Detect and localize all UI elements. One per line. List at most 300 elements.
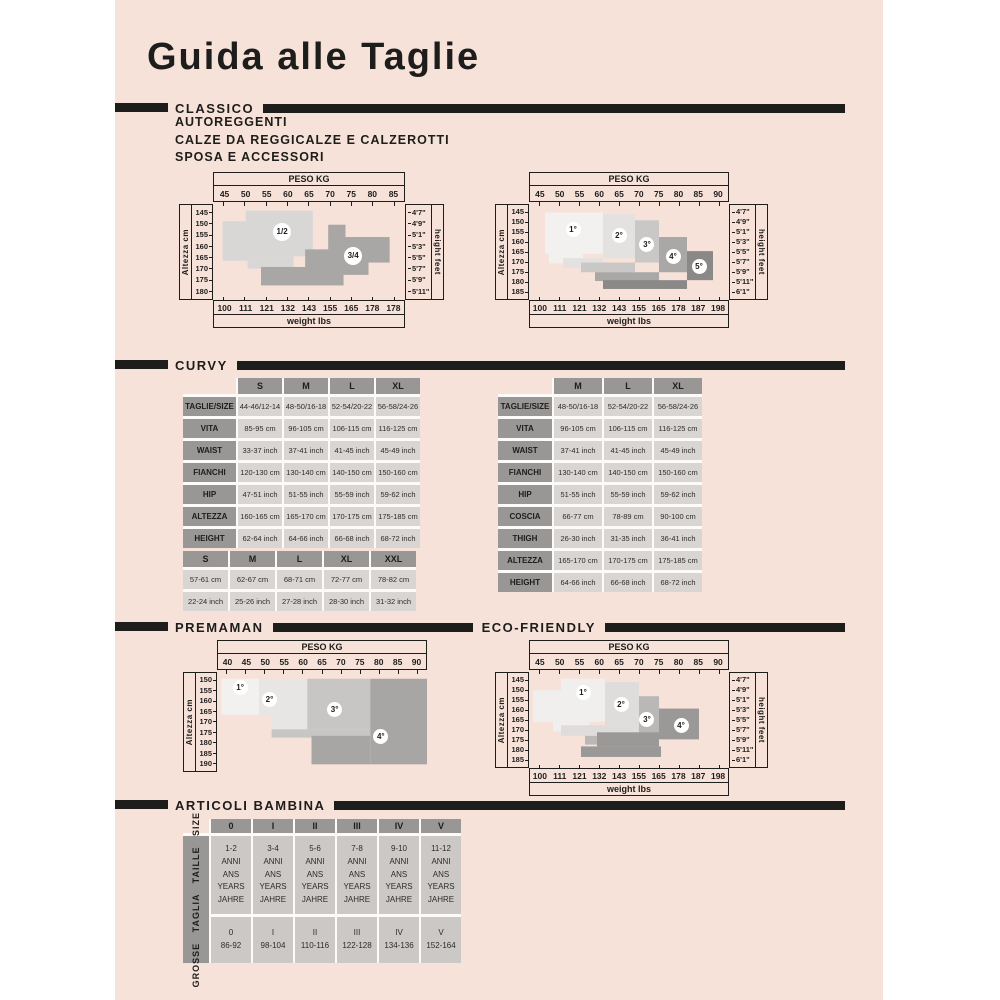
age-value: 7-8 <box>351 844 363 853</box>
row-label: THIGH <box>498 529 552 548</box>
peso-kg-title: PESO KG <box>529 640 729 654</box>
age-cell <box>421 836 461 914</box>
lbs-tick-label: 165 <box>651 770 666 781</box>
altezza-axis-label: Altezza cm <box>181 228 190 276</box>
tick-dash <box>525 282 528 283</box>
table-cell: 68-71 cm <box>277 570 322 589</box>
section-label-eco: ECO-FRIENDLY <box>481 619 596 635</box>
kg-tick-label: 45 <box>219 188 230 199</box>
tick-mark <box>719 202 720 206</box>
size-cell <box>211 917 251 963</box>
tick-dash <box>732 222 735 223</box>
kg-tick-label: 75 <box>355 656 365 667</box>
lbs-tick-label: 121 <box>572 770 587 781</box>
lbs-tick-label: 100 <box>532 770 547 781</box>
size-line: 86-92 <box>220 941 242 950</box>
feet-tick-label: 5'9" <box>408 275 431 286</box>
tick-dash <box>525 750 528 751</box>
table-cell: 57-61 cm <box>183 570 228 589</box>
column-header: III <box>337 819 377 833</box>
table-cell: 66-68 inch <box>604 573 652 592</box>
subline-autoreggenti: AUTOREGGENTI <box>175 115 288 129</box>
kg-tick-label: 60 <box>283 188 293 199</box>
age-unit-line: JAHRE <box>217 895 245 905</box>
lbs-tick-label: 155 <box>323 302 338 313</box>
age-unit-line: JAHRE <box>343 895 371 905</box>
size-region-plot <box>529 676 729 764</box>
cm-tick-label: 145 <box>508 675 528 685</box>
lbs-tick-label: 165 <box>651 302 666 313</box>
table-cell: 41-45 inch <box>330 441 374 460</box>
kg-tick-label: 55 <box>279 656 289 667</box>
table-cell: 28-30 inch <box>324 592 369 611</box>
cm-tick-label: 150 <box>192 218 212 229</box>
cm-tick-label: 180 <box>192 286 212 297</box>
table-cell: 52-54/20-22 <box>330 397 374 416</box>
age-cell <box>379 836 419 914</box>
tick-dash <box>209 257 212 258</box>
size-region-badge: 1° <box>233 680 248 695</box>
left-axis <box>179 204 213 300</box>
lbs-tick-label: 143 <box>611 302 627 313</box>
column-header: M <box>284 378 328 394</box>
tick-dash <box>732 760 735 761</box>
table-cell: 33-37 inch <box>238 441 282 460</box>
table-cell: 37-41 inch <box>554 441 602 460</box>
table-cell: 62-64 inch <box>238 529 282 548</box>
column-header: L <box>277 551 322 567</box>
age-unit-line: ANNI <box>305 856 325 866</box>
cm-tick-label: 145 <box>508 207 528 217</box>
kg-tick-label: 70 <box>634 656 644 667</box>
lbs-tick-label: 100 <box>532 302 547 313</box>
kg-tick-label: 75 <box>653 188 664 199</box>
feet-tick-label: 5'11" <box>732 277 755 287</box>
size-line: IV <box>395 928 403 938</box>
tick-dash <box>732 730 735 731</box>
row-label: HEIGHT <box>498 573 552 592</box>
age-unit-line: ANS <box>390 869 408 879</box>
cm-tick-label: 185 <box>508 287 528 297</box>
lbs-tick-label: 165 <box>344 302 359 313</box>
column-header: M <box>554 378 602 394</box>
row-label: FIANCHI <box>498 463 552 482</box>
size-region-plot <box>217 676 427 768</box>
tick-dash <box>209 291 212 292</box>
chart-center <box>217 640 427 768</box>
table-cell: 45-49 inch <box>376 441 420 460</box>
lbs-tick-label: 143 <box>611 770 627 781</box>
tick-mark <box>639 670 640 674</box>
tick-dash <box>525 760 528 761</box>
tick-mark <box>619 670 620 674</box>
tick-dash <box>525 710 528 711</box>
tick-dash <box>213 742 216 743</box>
age-unit-line: YEARS <box>301 882 329 892</box>
table-cell: 140-150 cm <box>604 463 652 482</box>
size-region <box>223 211 313 269</box>
table-cell: 47-51 inch <box>238 485 282 504</box>
lbs-tick-label: 121 <box>572 302 587 313</box>
bar-premaman <box>273 623 473 632</box>
feet-tick-label: 4'7" <box>732 675 755 685</box>
kg-tick-label: 50 <box>554 188 565 199</box>
feet-tick-label: 5'5" <box>732 247 755 257</box>
size-region-plot <box>529 208 729 296</box>
table-cell: 64-66 inch <box>554 573 602 592</box>
lbs-tick-label: 198 <box>710 770 726 781</box>
table-cell: 55-59 inch <box>604 485 652 504</box>
table-cell: 68-72 inch <box>376 529 420 548</box>
table-cell: 170-175 cm <box>604 551 652 570</box>
section-header-curvy <box>175 356 845 374</box>
table-cell: 45-49 inch <box>654 441 702 460</box>
tick-dash <box>213 721 216 722</box>
size-line: 110-116 <box>300 941 330 950</box>
table-cell: 66-68 inch <box>330 529 374 548</box>
size-region-badge: 1° <box>576 685 591 700</box>
chart-center <box>529 640 729 796</box>
section-label-bambina: ARTICOLI BAMBINA <box>175 797 326 813</box>
column-header: L <box>604 378 652 394</box>
lbs-tick-label: 178 <box>671 770 686 781</box>
size-region-badge: 2° <box>262 692 277 707</box>
table-cell: 130-140 cm <box>554 463 602 482</box>
table-cell: 48-50/16-18 <box>284 397 328 416</box>
right-axis <box>729 672 768 768</box>
tick-dash <box>732 680 735 681</box>
feet-tick-label: 6'1" <box>732 755 755 765</box>
cm-tick-label: 165 <box>192 252 212 263</box>
table-cell: 120-130 cm <box>238 463 282 482</box>
age-unit-line: ANNI <box>389 856 409 866</box>
age-value: 3-4 <box>267 844 279 853</box>
tick-dash <box>525 680 528 681</box>
table-cell: 64-66 inch <box>284 529 328 548</box>
table-cell: 150-160 cm <box>654 463 702 482</box>
height-feet-axis-label: height feet <box>757 697 766 743</box>
chart-classico-12-34 <box>179 172 444 328</box>
lbs-tick-label: 100 <box>217 302 232 313</box>
size-region-badge: 1° <box>566 222 581 237</box>
tick-dash <box>408 291 411 292</box>
size-region-badge: 5° <box>692 259 707 274</box>
feet-tick-label: 5'9" <box>732 267 755 277</box>
lbs-tick-label: 155 <box>631 770 646 781</box>
bar-stub-bambina <box>115 800 168 809</box>
table-cell: 59-62 inch <box>376 485 420 504</box>
kg-tick-label: 75 <box>346 188 356 199</box>
tick-dash <box>732 282 735 283</box>
kg-tick-label: 85 <box>693 656 703 667</box>
tick-dash <box>209 268 212 269</box>
tick-dash <box>408 280 411 281</box>
column-header: I <box>253 819 293 833</box>
age-value: 1-2 <box>225 844 237 853</box>
lbs-tick-label: 111 <box>553 302 567 313</box>
column-header: XL <box>324 551 369 567</box>
section-label-curvy: CURVY <box>175 357 228 373</box>
kg-tick-label: 40 <box>222 656 233 667</box>
size-cell <box>337 917 377 963</box>
tick-dash <box>732 740 735 741</box>
table-cell: 165-170 cm <box>284 507 328 526</box>
tick-mark <box>579 670 580 674</box>
tick-dash <box>213 732 216 733</box>
table-cell: 140-150 cm <box>330 463 374 482</box>
age-unit-line: ANNI <box>221 856 241 866</box>
feet-tick-label: 4'7" <box>732 207 755 217</box>
tick-mark <box>226 670 227 674</box>
lbs-labels-row <box>529 768 729 783</box>
cm-tick-label: 175 <box>508 735 528 745</box>
tick-mark <box>679 670 680 674</box>
size-region-badge: 4° <box>666 249 681 264</box>
age-cell <box>211 836 251 914</box>
table-cell: 59-62 inch <box>654 485 702 504</box>
cm-tick-label: 170 <box>508 725 528 735</box>
tick-mark <box>308 202 309 206</box>
size-guide-panel <box>115 0 883 1000</box>
bar-bambina <box>334 801 845 810</box>
age-unit-line: ANS <box>432 869 450 879</box>
cm-tick-label: 150 <box>508 217 528 227</box>
tick-dash <box>732 710 735 711</box>
age-unit-line: YEARS <box>259 882 287 892</box>
table-cell: 31-32 inch <box>371 592 416 611</box>
kg-tick-label: 45 <box>241 656 252 667</box>
kg-tick-label: 80 <box>673 656 684 667</box>
age-cell <box>295 836 335 914</box>
age-unit-line: ANS <box>348 869 366 879</box>
cm-tick-label: 155 <box>508 227 528 237</box>
altezza-axis-label: Altezza cm <box>497 696 506 744</box>
kg-labels-row <box>529 653 729 670</box>
table-cell: 62-67 cm <box>230 570 275 589</box>
table-cell: 150-160 cm <box>376 463 420 482</box>
cm-tick-label: 190 <box>196 759 216 769</box>
age-unit-line: YEARS <box>343 882 371 892</box>
tick-mark <box>322 670 323 674</box>
tick-dash <box>525 690 528 691</box>
left-axis <box>183 672 217 772</box>
row-label: HEIGHT <box>183 529 236 548</box>
age-unit-line: YEARS <box>427 882 455 892</box>
feet-tick-label: 5'7" <box>732 725 755 735</box>
cm-labels-box <box>191 204 213 300</box>
feet-tick-label: 5'1" <box>732 695 755 705</box>
kg-tick-label: 65 <box>614 656 624 667</box>
size-region-plot <box>213 208 405 296</box>
age-unit-line: ANS <box>222 869 240 879</box>
tick-dash <box>408 223 411 224</box>
lbs-tick-label: 187 <box>691 302 706 313</box>
tick-mark <box>351 202 352 206</box>
tick-dash <box>525 730 528 731</box>
tick-mark <box>699 202 700 206</box>
kg-tick-label: 55 <box>574 188 585 199</box>
table-cell: 72-77 cm <box>324 570 369 589</box>
classico-sublines <box>175 114 450 167</box>
lbs-tick-label: 132 <box>592 770 607 781</box>
table-cell: 56-58/24-26 <box>654 397 702 416</box>
age-unit-line: YEARS <box>217 882 245 892</box>
size-cell <box>253 917 293 963</box>
tick-dash <box>525 720 528 721</box>
kg-tick-label: 85 <box>693 188 703 199</box>
table-cell: 68-72 inch <box>654 573 702 592</box>
tick-mark <box>302 670 303 674</box>
cm-tick-label: 155 <box>508 695 528 705</box>
lbs-tick-label: 132 <box>280 302 295 313</box>
table-corner-spacer <box>183 378 236 394</box>
table-cell: 26-30 inch <box>554 529 602 548</box>
kg-tick-label: 90 <box>411 656 422 667</box>
kg-tick-label: 60 <box>594 656 605 667</box>
tick-mark <box>360 670 361 674</box>
chart-classico-1-5 <box>495 172 768 328</box>
kg-tick-label: 65 <box>304 188 314 199</box>
weight-lbs-title: weight lbs <box>213 314 405 328</box>
tick-mark <box>341 670 342 674</box>
kg-tick-label: 45 <box>535 656 545 667</box>
table-cell: 48-50/16-18 <box>554 397 602 416</box>
size-line: V <box>438 928 444 938</box>
tick-dash <box>209 212 212 213</box>
cm-tick-label: 170 <box>192 263 212 274</box>
cm-tick-label: 155 <box>196 685 216 695</box>
tick-dash <box>732 242 735 243</box>
age-unit-line: ANS <box>264 869 282 879</box>
chart-premaman <box>183 640 427 772</box>
tick-dash <box>525 242 528 243</box>
feet-tick-label: 5'11" <box>408 286 431 297</box>
bar-eco <box>605 623 845 632</box>
bar-classico <box>263 104 845 113</box>
tick-dash <box>732 252 735 253</box>
age-unit-line: YEARS <box>385 882 413 892</box>
cm-labels-box <box>507 204 529 300</box>
tick-mark <box>659 670 660 674</box>
age-unit-line: ANNI <box>431 856 451 866</box>
section-label-premaman: PREMAMAN <box>175 619 264 635</box>
tick-dash <box>525 262 528 263</box>
size-region <box>545 212 603 263</box>
bar-curvy <box>237 361 845 370</box>
kg-tick-label: 85 <box>388 188 399 199</box>
tick-mark <box>599 202 600 206</box>
age-unit-line: JAHRE <box>301 895 329 905</box>
size-region-badge: 3° <box>327 702 342 717</box>
subline-sposa: SPOSA E ACCESSORI <box>175 150 325 164</box>
table-cell: 106-115 cm <box>330 419 374 438</box>
feet-tick-label: 5'7" <box>408 263 431 274</box>
height-feet-axis-label: height feet <box>433 229 442 275</box>
feet-tick-label: 6'1" <box>732 287 755 297</box>
kg-tick-label: 80 <box>367 188 378 199</box>
tick-dash <box>525 252 528 253</box>
cm-tick-label: 165 <box>196 706 216 716</box>
size-line: 98-104 <box>260 941 286 950</box>
row-label: WAIST <box>498 441 552 460</box>
table-cell: 78-82 cm <box>371 570 416 589</box>
table-cell: 36-41 inch <box>654 529 702 548</box>
table-cell: 160-165 cm <box>238 507 282 526</box>
row-label: VITA <box>183 419 236 438</box>
peso-kg-title: PESO KG <box>217 640 427 654</box>
kg-tick-label: 70 <box>325 188 335 199</box>
tick-mark <box>287 202 288 206</box>
feet-tick-label: 5'1" <box>732 227 755 237</box>
feet-tick-label: 4'7" <box>408 207 431 218</box>
table-cell: 51-55 inch <box>554 485 602 504</box>
row-label: WAIST <box>183 441 236 460</box>
tick-dash <box>732 292 735 293</box>
tick-dash <box>732 272 735 273</box>
size-line: I <box>271 928 275 938</box>
height-feet-axis-box <box>431 204 444 300</box>
peso-kg-title: PESO KG <box>213 172 405 186</box>
tick-mark <box>599 670 600 674</box>
lbs-tick-label: 187 <box>691 770 706 781</box>
tick-mark <box>245 670 246 674</box>
kg-tick-label: 70 <box>634 188 644 199</box>
tick-mark <box>559 202 560 206</box>
age-value: 11-12 <box>431 844 451 853</box>
tick-dash <box>525 740 528 741</box>
table-cell: 37-41 inch <box>284 441 328 460</box>
cm-tick-label: 160 <box>508 237 528 247</box>
tick-mark <box>639 202 640 206</box>
feet-labels-box <box>405 204 432 300</box>
column-header: S <box>183 551 228 567</box>
age-unit-line: ANNI <box>347 856 367 866</box>
size-region-badge: 4° <box>373 729 388 744</box>
subline-calze: CALZE DA REGGICALZE E CALZEROTTI <box>175 132 450 147</box>
size-region-badge: 3° <box>639 237 654 252</box>
size-line: 122-128 <box>342 941 372 950</box>
column-header: XXL <box>371 551 416 567</box>
cm-tick-label: 170 <box>196 717 216 727</box>
tick-dash <box>732 690 735 691</box>
cm-tick-label: 175 <box>192 275 212 286</box>
feet-labels-box <box>729 672 756 768</box>
size-region-badge: 3/4 <box>344 247 362 265</box>
kg-tick-label: 60 <box>298 656 308 667</box>
side-label-cell <box>183 811 209 988</box>
table-cell: 56-58/24-26 <box>376 397 420 416</box>
age-unit-line: JAHRE <box>259 895 287 905</box>
table-cell: 116-125 cm <box>654 419 702 438</box>
table-cell: 66-77 cm <box>554 507 602 526</box>
tick-dash <box>525 700 528 701</box>
size-cell <box>421 917 461 963</box>
tick-mark <box>659 202 660 206</box>
column-header: IV <box>379 819 419 833</box>
feet-tick-label: 5'9" <box>732 735 755 745</box>
row-label: ALTEZZA <box>183 507 236 526</box>
kg-tick-label: 55 <box>262 188 272 199</box>
table-cell: 116-125 cm <box>376 419 420 438</box>
feet-tick-label: 5'5" <box>732 715 755 725</box>
column-header: 0 <box>211 819 251 833</box>
kg-tick-label: 75 <box>653 656 664 667</box>
column-header: XL <box>376 378 420 394</box>
bar-stub-classico <box>115 103 168 112</box>
left-axis <box>495 204 529 300</box>
table-cell: 96-105 cm <box>284 419 328 438</box>
feet-tick-label: 4'9" <box>732 685 755 695</box>
